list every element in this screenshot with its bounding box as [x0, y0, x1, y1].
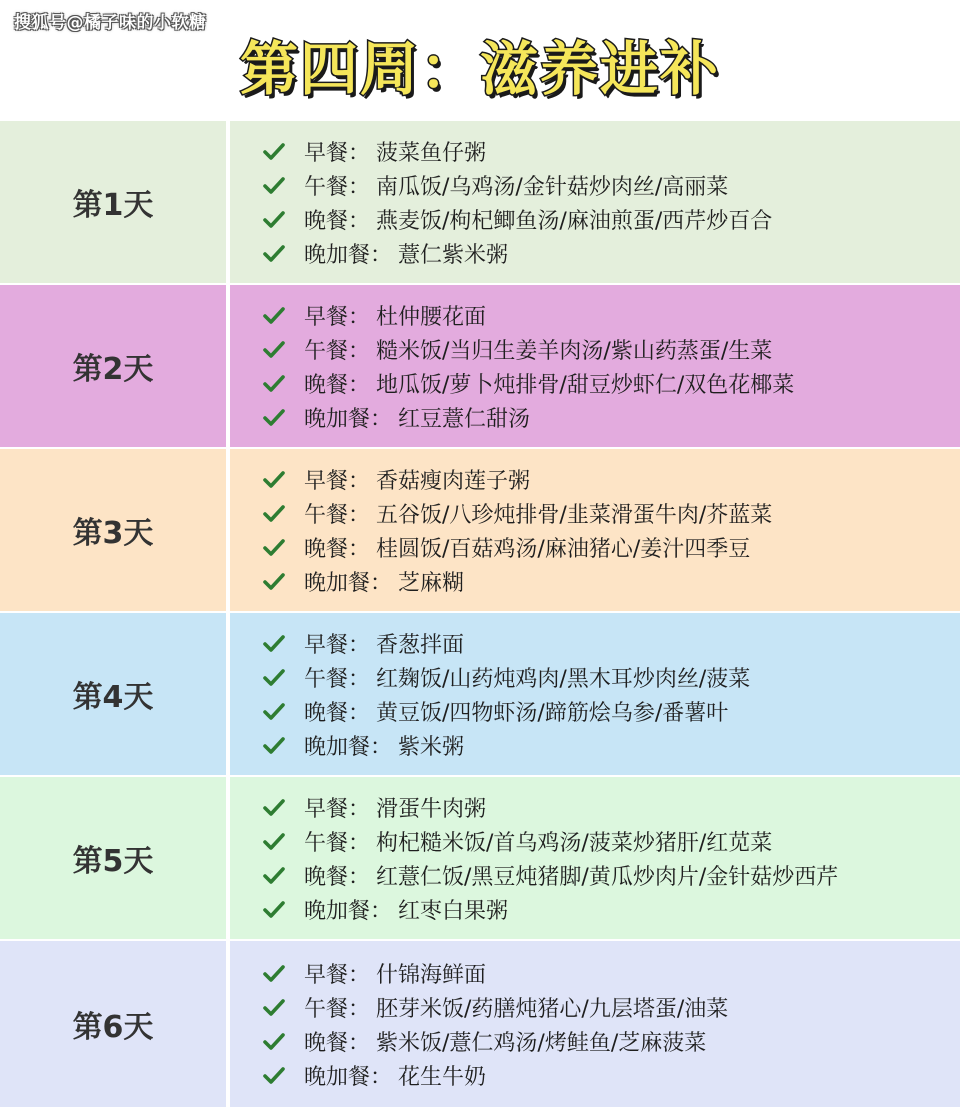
day-label: 第4天 — [0, 613, 230, 775]
meal-list — [230, 941, 960, 1107]
meal-dishes: 红薏仁饭/黑豆炖猪脚/黄瓜炒肉片/金针菇炒西芹 — [376, 864, 839, 890]
day-label: 第5天 — [0, 777, 230, 939]
meal-type-label: 晚餐： — [304, 372, 371, 398]
meal-dishes: 什锦海鲜面 — [376, 962, 487, 988]
checkmark-icon — [262, 371, 286, 395]
meal-item — [262, 892, 960, 926]
checkmark-icon — [262, 501, 286, 525]
meal-item — [262, 660, 960, 694]
meal-item — [262, 626, 960, 660]
page-title: 第四周：滋养进补 — [239, 35, 720, 103]
meal-dishes: 燕麦饭/枸杞鲫鱼汤/麻油煎蛋/西芹炒百合 — [376, 208, 773, 234]
meal-item — [262, 564, 960, 598]
checkmark-icon — [262, 699, 286, 723]
meal-type-label: 早餐： — [304, 962, 371, 988]
meal-type-label: 早餐： — [304, 468, 371, 494]
checkmark-icon — [262, 405, 286, 429]
day-row — [0, 777, 960, 941]
checkmark-icon — [262, 863, 286, 887]
meal-type-label: 晚加餐： — [304, 734, 393, 760]
meal-item — [262, 824, 960, 858]
meal-dishes: 杜仲腰花面 — [376, 304, 487, 330]
meal-type-label: 午餐： — [304, 502, 371, 528]
meal-type-label: 晚餐： — [304, 700, 371, 726]
meal-item — [262, 694, 960, 728]
meal-type-label: 午餐： — [304, 174, 371, 200]
meal-list — [230, 613, 960, 775]
meal-type-label: 早餐： — [304, 796, 371, 822]
meal-list — [230, 449, 960, 611]
watermark: 搜狐号@橘子味的小软糖 — [14, 13, 207, 33]
meal-dishes: 滑蛋牛肉粥 — [376, 796, 487, 822]
meal-dishes: 五谷饭/八珍炖排骨/韭菜滑蛋牛肉/芥蓝菜 — [376, 502, 773, 528]
meal-type-label: 晚加餐： — [304, 898, 393, 924]
checkmark-icon — [262, 733, 286, 757]
meal-dishes: 胚芽米饭/药膳炖猪心/九层塔蛋/油菜 — [376, 996, 729, 1022]
checkmark-icon — [262, 337, 286, 361]
checkmark-icon — [262, 173, 286, 197]
meal-dishes: 红麹饭/山药炖鸡肉/黑木耳炒肉丝/菠菜 — [376, 666, 751, 692]
day-label: 第6天 — [0, 941, 230, 1107]
meal-item — [262, 956, 960, 990]
meal-list — [230, 285, 960, 447]
meal-item — [262, 462, 960, 496]
checkmark-icon — [262, 631, 286, 655]
checkmark-icon — [262, 665, 286, 689]
checkmark-icon — [262, 897, 286, 921]
meal-dishes: 红枣白果粥 — [398, 898, 509, 924]
meal-type-label: 晚加餐： — [304, 406, 393, 432]
checkmark-icon — [262, 1029, 286, 1053]
meal-item — [262, 728, 960, 762]
meal-list — [230, 121, 960, 283]
day-label: 第1天 — [0, 121, 230, 283]
checkmark-icon — [262, 795, 286, 819]
meal-item — [262, 134, 960, 168]
meal-type-label: 晚加餐： — [304, 1064, 393, 1090]
checkmark-icon — [262, 961, 286, 985]
meal-dishes: 菠菜鱼仔粥 — [376, 140, 487, 166]
meal-item — [262, 1024, 960, 1058]
meal-dishes: 糙米饭/当归生姜羊肉汤/紫山药蒸蛋/生菜 — [376, 338, 773, 364]
meal-type-label: 早餐： — [304, 304, 371, 330]
meal-type-label: 午餐： — [304, 338, 371, 364]
meal-dishes: 香菇瘦肉莲子粥 — [376, 468, 531, 494]
meal-type-label: 午餐： — [304, 830, 371, 856]
meal-type-label: 晚餐： — [304, 208, 371, 234]
meal-item — [262, 332, 960, 366]
meal-item — [262, 202, 960, 236]
meal-item — [262, 400, 960, 434]
meal-item — [262, 990, 960, 1024]
meal-item — [262, 236, 960, 270]
checkmark-icon — [262, 467, 286, 491]
meal-item — [262, 1058, 960, 1092]
meal-plan-table — [0, 121, 960, 1107]
meal-type-label: 晚加餐： — [304, 242, 393, 268]
meal-dishes: 紫米粥 — [398, 734, 465, 760]
meal-dishes: 紫米饭/薏仁鸡汤/烤鲑鱼/芝麻菠菜 — [376, 1030, 707, 1056]
meal-type-label: 晚加餐： — [304, 570, 393, 596]
meal-type-label: 午餐： — [304, 996, 371, 1022]
meal-list — [230, 777, 960, 939]
day-label: 第2天 — [0, 285, 230, 447]
meal-type-label: 午餐： — [304, 666, 371, 692]
meal-item — [262, 790, 960, 824]
checkmark-icon — [262, 569, 286, 593]
meal-type-label: 晚餐： — [304, 864, 371, 890]
meal-dishes: 南瓜饭/乌鸡汤/金针菇炒肉丝/高丽菜 — [376, 174, 729, 200]
meal-dishes: 枸杞糙米饭/首乌鸡汤/菠菜炒猪肝/红苋菜 — [376, 830, 773, 856]
meal-dishes: 黄豆饭/四物虾汤/蹄筋烩乌参/番薯叶 — [376, 700, 729, 726]
checkmark-icon — [262, 1063, 286, 1087]
day-row — [0, 121, 960, 285]
meal-item — [262, 298, 960, 332]
meal-dishes: 薏仁紫米粥 — [398, 242, 509, 268]
meal-type-label: 晚餐： — [304, 536, 371, 562]
day-label: 第3天 — [0, 449, 230, 611]
day-row — [0, 941, 960, 1107]
meal-dishes: 香葱拌面 — [376, 632, 465, 658]
meal-dishes: 花生牛奶 — [398, 1064, 487, 1090]
day-row — [0, 449, 960, 613]
checkmark-icon — [262, 995, 286, 1019]
day-row — [0, 285, 960, 449]
meal-item — [262, 496, 960, 530]
meal-item — [262, 366, 960, 400]
meal-type-label: 晚餐： — [304, 1030, 371, 1056]
meal-type-label: 早餐： — [304, 140, 371, 166]
meal-item — [262, 168, 960, 202]
checkmark-icon — [262, 241, 286, 265]
checkmark-icon — [262, 829, 286, 853]
meal-type-label: 早餐： — [304, 632, 371, 658]
meal-item — [262, 858, 960, 892]
meal-item — [262, 530, 960, 564]
meal-dishes: 红豆薏仁甜汤 — [398, 406, 531, 432]
checkmark-icon — [262, 303, 286, 327]
day-row — [0, 613, 960, 777]
meal-dishes: 桂圆饭/百菇鸡汤/麻油猪心/姜汁四季豆 — [376, 536, 751, 562]
meal-dishes: 芝麻糊 — [398, 570, 465, 596]
meal-dishes: 地瓜饭/萝卜炖排骨/甜豆炒虾仁/双色花椰菜 — [376, 372, 795, 398]
checkmark-icon — [262, 207, 286, 231]
checkmark-icon — [262, 535, 286, 559]
checkmark-icon — [262, 139, 286, 163]
